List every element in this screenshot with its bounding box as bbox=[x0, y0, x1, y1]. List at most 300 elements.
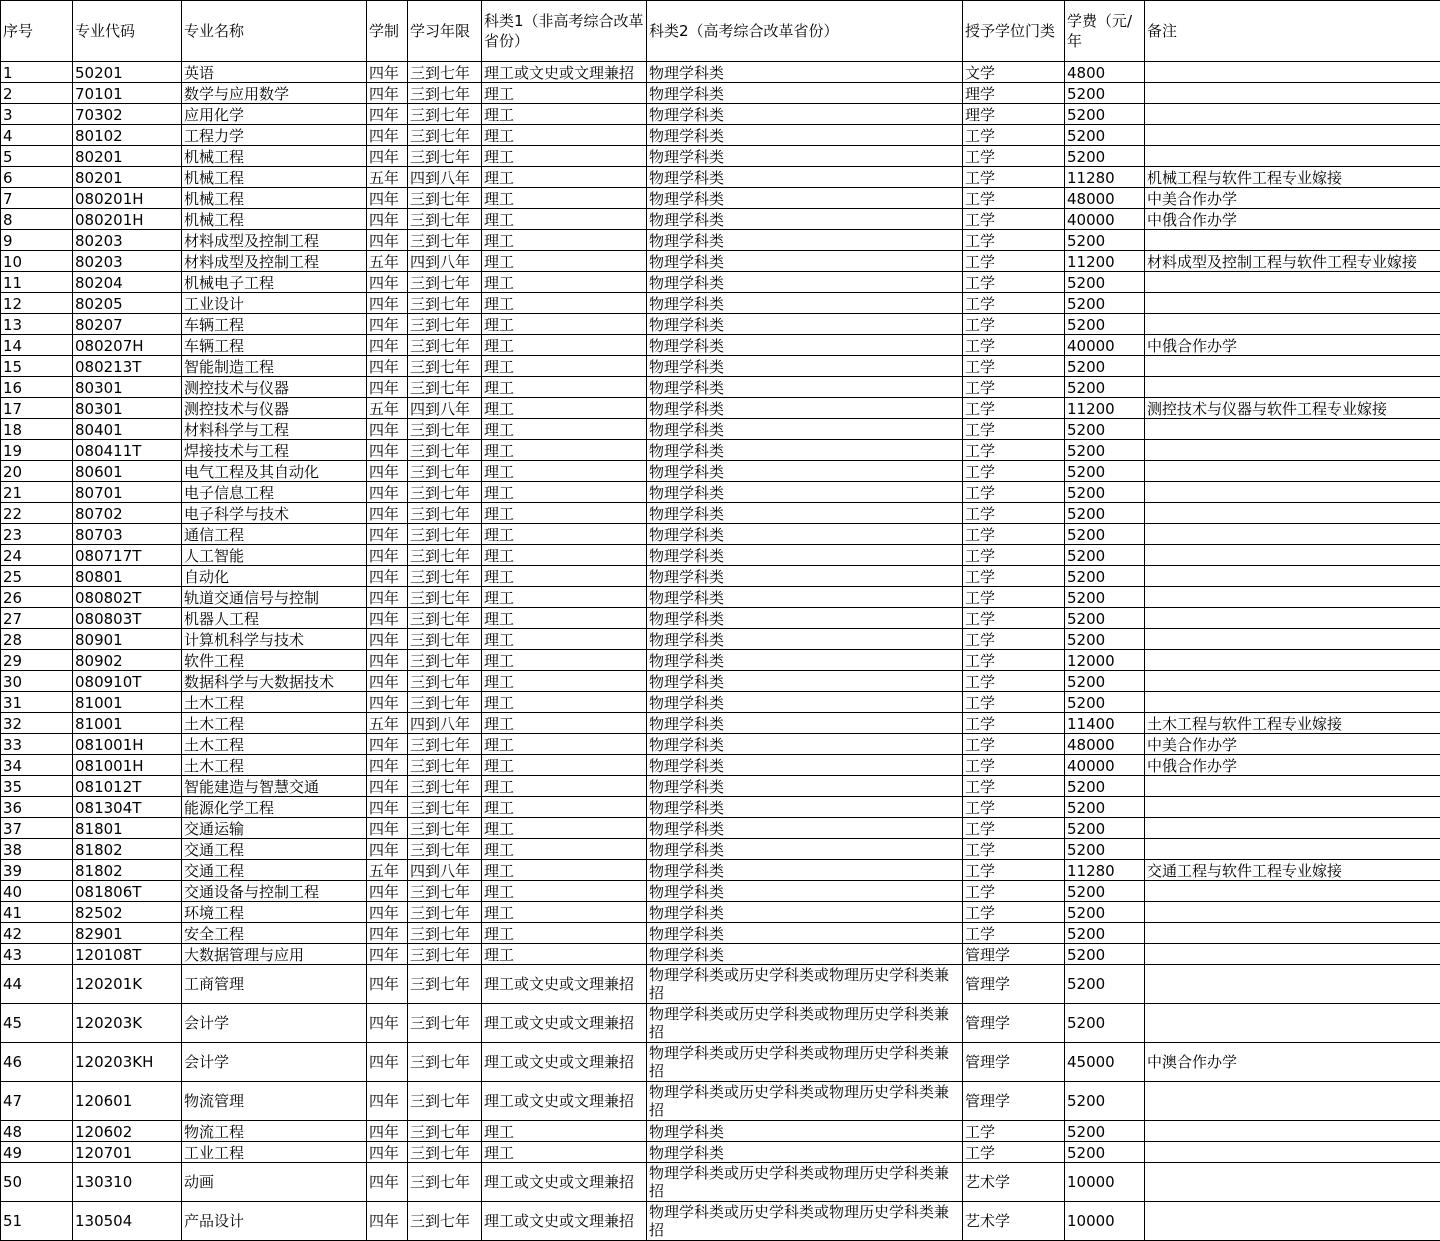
cell-degree: 艺术学 bbox=[963, 1202, 1065, 1241]
cell-code: 80901 bbox=[73, 629, 182, 650]
cell-category-2: 物理学科类 bbox=[647, 860, 963, 881]
cell-category-1: 理工 bbox=[482, 902, 647, 923]
cell-code: 081001H bbox=[73, 755, 182, 776]
cell-name: 英语 bbox=[182, 62, 367, 83]
cell-tuition: 5200 bbox=[1065, 146, 1145, 167]
cell-category-2: 物理学科类 bbox=[647, 881, 963, 902]
cell-degree: 工学 bbox=[963, 482, 1065, 503]
cell-study-period: 四到八年 bbox=[408, 398, 482, 419]
cell-study-period: 三到七年 bbox=[408, 923, 482, 944]
cell-remarks bbox=[1145, 419, 1440, 440]
cell-category-2: 物理学科类 bbox=[647, 587, 963, 608]
cell-name: 测控技术与仪器 bbox=[182, 398, 367, 419]
table-row bbox=[1, 125, 1440, 146]
cell-index: 17 bbox=[1, 398, 73, 419]
cell-name: 应用化学 bbox=[182, 104, 367, 125]
cell-name: 焊接技术与工程 bbox=[182, 440, 367, 461]
cell-remarks bbox=[1145, 314, 1440, 335]
cell-category-2: 物理学科类 bbox=[647, 713, 963, 734]
cell-category-1: 理工 bbox=[482, 335, 647, 356]
cell-name: 数学与应用数学 bbox=[182, 83, 367, 104]
cell-tuition: 5200 bbox=[1065, 923, 1145, 944]
table-row bbox=[1, 356, 1440, 377]
cell-study-period: 三到七年 bbox=[408, 734, 482, 755]
cell-tuition: 40000 bbox=[1065, 209, 1145, 230]
cell-category-1: 理工 bbox=[482, 272, 647, 293]
cell-tuition: 5200 bbox=[1065, 944, 1145, 965]
cell-remarks bbox=[1145, 629, 1440, 650]
cell-tuition: 11400 bbox=[1065, 713, 1145, 734]
cell-remarks bbox=[1145, 83, 1440, 104]
cell-name: 能源化学工程 bbox=[182, 797, 367, 818]
cell-code: 80201 bbox=[73, 167, 182, 188]
cell-code: 80702 bbox=[73, 503, 182, 524]
table-row bbox=[1, 650, 1440, 671]
cell-study-period: 四到八年 bbox=[408, 860, 482, 881]
cell-duration: 四年 bbox=[367, 881, 408, 902]
cell-name: 机械工程 bbox=[182, 209, 367, 230]
cell-category-1: 理工或文史或文理兼招 bbox=[482, 1082, 647, 1121]
cell-code: 81802 bbox=[73, 860, 182, 881]
cell-category-1: 理工 bbox=[482, 629, 647, 650]
table-row bbox=[1, 713, 1440, 734]
cell-study-period: 三到七年 bbox=[408, 83, 482, 104]
cell-tuition: 5200 bbox=[1065, 272, 1145, 293]
cell-category-2: 物理学科类 bbox=[647, 566, 963, 587]
cell-index: 23 bbox=[1, 524, 73, 545]
table-row bbox=[1, 272, 1440, 293]
cell-index: 37 bbox=[1, 818, 73, 839]
cell-code: 80703 bbox=[73, 524, 182, 545]
cell-code: 81802 bbox=[73, 839, 182, 860]
cell-name: 人工智能 bbox=[182, 545, 367, 566]
cell-tuition: 4800 bbox=[1065, 62, 1145, 83]
cell-study-period: 三到七年 bbox=[408, 1142, 482, 1163]
cell-code: 81001 bbox=[73, 692, 182, 713]
cell-name: 机械工程 bbox=[182, 188, 367, 209]
cell-remarks bbox=[1145, 356, 1440, 377]
cell-category-2: 物理学科类 bbox=[647, 419, 963, 440]
cell-degree: 工学 bbox=[963, 713, 1065, 734]
cell-category-2: 物理学科类 bbox=[647, 650, 963, 671]
cell-category-2: 物理学科类或历史学科类或物理历史学科类兼招 bbox=[647, 1082, 963, 1121]
cell-code: 080201H bbox=[73, 209, 182, 230]
cell-degree: 工学 bbox=[963, 692, 1065, 713]
cell-code: 80701 bbox=[73, 482, 182, 503]
cell-category-2: 物理学科类 bbox=[647, 461, 963, 482]
table-row bbox=[1, 1121, 1440, 1142]
cell-index: 25 bbox=[1, 566, 73, 587]
cell-study-period: 三到七年 bbox=[408, 902, 482, 923]
cell-name: 交通运输 bbox=[182, 818, 367, 839]
cell-study-period: 三到七年 bbox=[408, 1043, 482, 1082]
cell-index: 18 bbox=[1, 419, 73, 440]
cell-tuition: 10000 bbox=[1065, 1202, 1145, 1241]
cell-study-period: 三到七年 bbox=[408, 188, 482, 209]
cell-tuition: 40000 bbox=[1065, 755, 1145, 776]
cell-duration: 四年 bbox=[367, 1082, 408, 1121]
cell-category-1: 理工 bbox=[482, 671, 647, 692]
cell-name: 自动化 bbox=[182, 566, 367, 587]
cell-category-1: 理工 bbox=[482, 776, 647, 797]
cell-name: 材料科学与工程 bbox=[182, 419, 367, 440]
cell-remarks: 中俄合作办学 bbox=[1145, 335, 1440, 356]
cell-degree: 工学 bbox=[963, 650, 1065, 671]
cell-tuition: 11280 bbox=[1065, 860, 1145, 881]
cell-category-1: 理工或文史或文理兼招 bbox=[482, 1163, 647, 1202]
cell-degree: 工学 bbox=[963, 419, 1065, 440]
table-row bbox=[1, 251, 1440, 272]
cell-duration: 四年 bbox=[367, 419, 408, 440]
cell-degree: 工学 bbox=[963, 1121, 1065, 1142]
cell-index: 30 bbox=[1, 671, 73, 692]
cell-index: 4 bbox=[1, 125, 73, 146]
cell-study-period: 三到七年 bbox=[408, 776, 482, 797]
cell-duration: 四年 bbox=[367, 209, 408, 230]
table-row bbox=[1, 230, 1440, 251]
cell-study-period: 三到七年 bbox=[408, 356, 482, 377]
cell-duration: 四年 bbox=[367, 83, 408, 104]
cell-category-1: 理工 bbox=[482, 566, 647, 587]
cell-study-period: 三到七年 bbox=[408, 419, 482, 440]
header-cell-degree: 授予学位门类 bbox=[963, 1, 1065, 62]
cell-duration: 四年 bbox=[367, 818, 408, 839]
cell-category-2: 物理学科类或历史学科类或物理历史学科类兼招 bbox=[647, 1202, 963, 1241]
table-row bbox=[1, 83, 1440, 104]
cell-category-2: 物理学科类 bbox=[647, 524, 963, 545]
cell-study-period: 三到七年 bbox=[408, 965, 482, 1004]
cell-study-period: 三到七年 bbox=[408, 377, 482, 398]
cell-degree: 管理学 bbox=[963, 1043, 1065, 1082]
table-row bbox=[1, 923, 1440, 944]
cell-degree: 工学 bbox=[963, 188, 1065, 209]
cell-category-2: 物理学科类或历史学科类或物理历史学科类兼招 bbox=[647, 1163, 963, 1202]
cell-remarks bbox=[1145, 965, 1440, 1004]
cell-index: 44 bbox=[1, 965, 73, 1004]
table-row bbox=[1, 776, 1440, 797]
cell-index: 51 bbox=[1, 1202, 73, 1241]
cell-category-2: 物理学科类或历史学科类或物理历史学科类兼招 bbox=[647, 1043, 963, 1082]
cell-remarks: 材料成型及控制工程与软件工程专业嫁接 bbox=[1145, 251, 1440, 272]
cell-remarks: 中俄合作办学 bbox=[1145, 209, 1440, 230]
table-row bbox=[1, 902, 1440, 923]
cell-code: 080207H bbox=[73, 335, 182, 356]
cell-study-period: 三到七年 bbox=[408, 566, 482, 587]
cell-index: 22 bbox=[1, 503, 73, 524]
cell-category-2: 物理学科类 bbox=[647, 62, 963, 83]
cell-degree: 管理学 bbox=[963, 1004, 1065, 1043]
cell-index: 16 bbox=[1, 377, 73, 398]
cell-name: 软件工程 bbox=[182, 650, 367, 671]
cell-degree: 工学 bbox=[963, 440, 1065, 461]
cell-remarks bbox=[1145, 461, 1440, 482]
cell-code: 81001 bbox=[73, 713, 182, 734]
cell-name: 机器人工程 bbox=[182, 608, 367, 629]
cell-index: 34 bbox=[1, 755, 73, 776]
cell-study-period: 三到七年 bbox=[408, 125, 482, 146]
cell-remarks bbox=[1145, 293, 1440, 314]
cell-index: 6 bbox=[1, 167, 73, 188]
cell-category-1: 理工 bbox=[482, 419, 647, 440]
cell-duration: 四年 bbox=[367, 944, 408, 965]
cell-tuition: 5200 bbox=[1065, 1004, 1145, 1043]
cell-duration: 四年 bbox=[367, 692, 408, 713]
cell-degree: 工学 bbox=[963, 566, 1065, 587]
cell-name: 交通设备与控制工程 bbox=[182, 881, 367, 902]
cell-name: 机械工程 bbox=[182, 167, 367, 188]
cell-code: 81801 bbox=[73, 818, 182, 839]
cell-degree: 工学 bbox=[963, 230, 1065, 251]
cell-name: 车辆工程 bbox=[182, 314, 367, 335]
cell-tuition: 5200 bbox=[1065, 419, 1145, 440]
table-body bbox=[1, 1, 1440, 1241]
cell-degree: 工学 bbox=[963, 524, 1065, 545]
table-row bbox=[1, 1163, 1440, 1202]
cell-code: 081001H bbox=[73, 734, 182, 755]
cell-index: 46 bbox=[1, 1043, 73, 1082]
cell-remarks bbox=[1145, 881, 1440, 902]
cell-name: 智能建造与智慧交通 bbox=[182, 776, 367, 797]
cell-code: 120203KH bbox=[73, 1043, 182, 1082]
cell-category-2: 物理学科类 bbox=[647, 1142, 963, 1163]
cell-index: 50 bbox=[1, 1163, 73, 1202]
cell-tuition: 5200 bbox=[1065, 377, 1145, 398]
cell-study-period: 三到七年 bbox=[408, 1163, 482, 1202]
cell-tuition: 12000 bbox=[1065, 650, 1145, 671]
cell-study-period: 三到七年 bbox=[408, 671, 482, 692]
cell-remarks bbox=[1145, 1004, 1440, 1043]
cell-tuition: 5200 bbox=[1065, 125, 1145, 146]
cell-name: 测控技术与仪器 bbox=[182, 377, 367, 398]
cell-degree: 工学 bbox=[963, 545, 1065, 566]
cell-category-2: 物理学科类 bbox=[647, 755, 963, 776]
cell-name: 机械工程 bbox=[182, 146, 367, 167]
header-cell-remarks: 备注 bbox=[1145, 1, 1440, 62]
cell-study-period: 三到七年 bbox=[408, 944, 482, 965]
cell-study-period: 三到七年 bbox=[408, 818, 482, 839]
table-row bbox=[1, 188, 1440, 209]
cell-category-1: 理工或文史或文理兼招 bbox=[482, 62, 647, 83]
cell-category-1: 理工 bbox=[482, 188, 647, 209]
cell-category-1: 理工 bbox=[482, 881, 647, 902]
cell-category-1: 理工 bbox=[482, 797, 647, 818]
cell-category-2: 物理学科类 bbox=[647, 629, 963, 650]
cell-tuition: 5200 bbox=[1065, 671, 1145, 692]
cell-category-1: 理工 bbox=[482, 1121, 647, 1142]
cell-degree: 工学 bbox=[963, 146, 1065, 167]
cell-category-1: 理工或文史或文理兼招 bbox=[482, 965, 647, 1004]
cell-tuition: 11200 bbox=[1065, 251, 1145, 272]
cell-remarks bbox=[1145, 1142, 1440, 1163]
cell-index: 19 bbox=[1, 440, 73, 461]
table-row bbox=[1, 524, 1440, 545]
cell-duration: 四年 bbox=[367, 923, 408, 944]
header-cell-code: 专业代码 bbox=[73, 1, 182, 62]
cell-category-1: 理工 bbox=[482, 356, 647, 377]
cell-degree: 工学 bbox=[963, 881, 1065, 902]
cell-index: 8 bbox=[1, 209, 73, 230]
cell-code: 80203 bbox=[73, 230, 182, 251]
cell-category-1: 理工 bbox=[482, 524, 647, 545]
cell-category-1: 理工 bbox=[482, 209, 647, 230]
cell-code: 080717T bbox=[73, 545, 182, 566]
cell-index: 41 bbox=[1, 902, 73, 923]
cell-name: 工程力学 bbox=[182, 125, 367, 146]
cell-name: 环境工程 bbox=[182, 902, 367, 923]
cell-code: 80203 bbox=[73, 251, 182, 272]
cell-remarks: 机械工程与软件工程专业嫁接 bbox=[1145, 167, 1440, 188]
cell-tuition: 5200 bbox=[1065, 692, 1145, 713]
cell-category-1: 理工 bbox=[482, 839, 647, 860]
cell-degree: 工学 bbox=[963, 167, 1065, 188]
cell-code: 081806T bbox=[73, 881, 182, 902]
table-row bbox=[1, 944, 1440, 965]
cell-code: 120108T bbox=[73, 944, 182, 965]
cell-index: 33 bbox=[1, 734, 73, 755]
cell-code: 080201H bbox=[73, 188, 182, 209]
cell-study-period: 三到七年 bbox=[408, 797, 482, 818]
cell-duration: 四年 bbox=[367, 1043, 408, 1082]
cell-study-period: 四到八年 bbox=[408, 167, 482, 188]
cell-category-2: 物理学科类 bbox=[647, 398, 963, 419]
cell-name: 电子信息工程 bbox=[182, 482, 367, 503]
cell-duration: 四年 bbox=[367, 272, 408, 293]
cell-index: 14 bbox=[1, 335, 73, 356]
cell-remarks bbox=[1145, 839, 1440, 860]
cell-study-period: 三到七年 bbox=[408, 293, 482, 314]
cell-index: 42 bbox=[1, 923, 73, 944]
cell-code: 80201 bbox=[73, 146, 182, 167]
cell-tuition: 5200 bbox=[1065, 1142, 1145, 1163]
cell-study-period: 三到七年 bbox=[408, 104, 482, 125]
cell-category-1: 理工 bbox=[482, 83, 647, 104]
cell-index: 10 bbox=[1, 251, 73, 272]
cell-index: 7 bbox=[1, 188, 73, 209]
cell-category-2: 物理学科类 bbox=[647, 230, 963, 251]
cell-category-2: 物理学科类 bbox=[647, 482, 963, 503]
cell-code: 080803T bbox=[73, 608, 182, 629]
cell-tuition: 5200 bbox=[1065, 524, 1145, 545]
cell-degree: 工学 bbox=[963, 293, 1065, 314]
cell-remarks bbox=[1145, 1163, 1440, 1202]
cell-degree: 工学 bbox=[963, 398, 1065, 419]
cell-duration: 四年 bbox=[367, 188, 408, 209]
cell-category-2: 物理学科类 bbox=[647, 356, 963, 377]
cell-study-period: 三到七年 bbox=[408, 650, 482, 671]
cell-index: 43 bbox=[1, 944, 73, 965]
table-row bbox=[1, 293, 1440, 314]
table-row bbox=[1, 209, 1440, 230]
cell-name: 会计学 bbox=[182, 1043, 367, 1082]
cell-category-2: 物理学科类 bbox=[647, 545, 963, 566]
table-row bbox=[1, 104, 1440, 125]
header-cell-index: 序号 bbox=[1, 1, 73, 62]
cell-code: 80801 bbox=[73, 566, 182, 587]
cell-category-1: 理工 bbox=[482, 167, 647, 188]
table-row bbox=[1, 692, 1440, 713]
cell-duration: 四年 bbox=[367, 440, 408, 461]
cell-degree: 工学 bbox=[963, 629, 1065, 650]
cell-category-2: 物理学科类或历史学科类或物理历史学科类兼招 bbox=[647, 965, 963, 1004]
cell-duration: 四年 bbox=[367, 755, 408, 776]
cell-degree: 工学 bbox=[963, 251, 1065, 272]
cell-index: 3 bbox=[1, 104, 73, 125]
cell-tuition: 5200 bbox=[1065, 587, 1145, 608]
cell-name: 物流管理 bbox=[182, 1082, 367, 1121]
cell-degree: 工学 bbox=[963, 734, 1065, 755]
cell-degree: 工学 bbox=[963, 272, 1065, 293]
table-row bbox=[1, 797, 1440, 818]
cell-study-period: 三到七年 bbox=[408, 629, 482, 650]
cell-index: 20 bbox=[1, 461, 73, 482]
cell-degree: 文学 bbox=[963, 62, 1065, 83]
cell-index: 2 bbox=[1, 83, 73, 104]
table-row bbox=[1, 62, 1440, 83]
cell-tuition: 5200 bbox=[1065, 881, 1145, 902]
cell-category-1: 理工 bbox=[482, 377, 647, 398]
cell-duration: 四年 bbox=[367, 104, 408, 125]
cell-duration: 五年 bbox=[367, 713, 408, 734]
cell-tuition: 5200 bbox=[1065, 461, 1145, 482]
cell-index: 5 bbox=[1, 146, 73, 167]
cell-category-2: 物理学科类 bbox=[647, 209, 963, 230]
cell-duration: 四年 bbox=[367, 1142, 408, 1163]
cell-name: 智能制造工程 bbox=[182, 356, 367, 377]
cell-duration: 五年 bbox=[367, 860, 408, 881]
cell-code: 80301 bbox=[73, 377, 182, 398]
cell-category-2: 物理学科类 bbox=[647, 335, 963, 356]
cell-remarks bbox=[1145, 671, 1440, 692]
cell-name: 土木工程 bbox=[182, 755, 367, 776]
cell-remarks bbox=[1145, 608, 1440, 629]
cell-study-period: 三到七年 bbox=[408, 482, 482, 503]
cell-remarks bbox=[1145, 650, 1440, 671]
cell-category-2: 物理学科类 bbox=[647, 776, 963, 797]
cell-tuition: 5200 bbox=[1065, 1082, 1145, 1121]
cell-index: 47 bbox=[1, 1082, 73, 1121]
cell-name: 车辆工程 bbox=[182, 335, 367, 356]
cell-category-2: 物理学科类 bbox=[647, 104, 963, 125]
cell-degree: 管理学 bbox=[963, 965, 1065, 1004]
cell-tuition: 5200 bbox=[1065, 356, 1145, 377]
cell-code: 82502 bbox=[73, 902, 182, 923]
cell-category-1: 理工 bbox=[482, 461, 647, 482]
cell-category-2: 物理学科类 bbox=[647, 125, 963, 146]
header-cell-name: 专业名称 bbox=[182, 1, 367, 62]
table-row bbox=[1, 881, 1440, 902]
cell-degree: 工学 bbox=[963, 776, 1065, 797]
cell-category-2: 物理学科类 bbox=[647, 503, 963, 524]
cell-study-period: 三到七年 bbox=[408, 1082, 482, 1121]
cell-category-2: 物理学科类 bbox=[647, 167, 963, 188]
cell-duration: 四年 bbox=[367, 314, 408, 335]
cell-remarks bbox=[1145, 62, 1440, 83]
cell-category-1: 理工或文史或文理兼招 bbox=[482, 1004, 647, 1043]
header-cell-duration: 学制 bbox=[367, 1, 408, 62]
cell-category-1: 理工 bbox=[482, 503, 647, 524]
cell-category-1: 理工 bbox=[482, 944, 647, 965]
cell-degree: 工学 bbox=[963, 356, 1065, 377]
cell-category-2: 物理学科类 bbox=[647, 692, 963, 713]
header-cell-tuition: 学费（元/年 bbox=[1065, 1, 1145, 62]
cell-duration: 四年 bbox=[367, 1202, 408, 1241]
cell-name: 工业设计 bbox=[182, 293, 367, 314]
cell-category-2: 物理学科类 bbox=[647, 818, 963, 839]
cell-name: 交通工程 bbox=[182, 860, 367, 881]
cell-remarks bbox=[1145, 503, 1440, 524]
cell-index: 15 bbox=[1, 356, 73, 377]
cell-name: 工业工程 bbox=[182, 1142, 367, 1163]
